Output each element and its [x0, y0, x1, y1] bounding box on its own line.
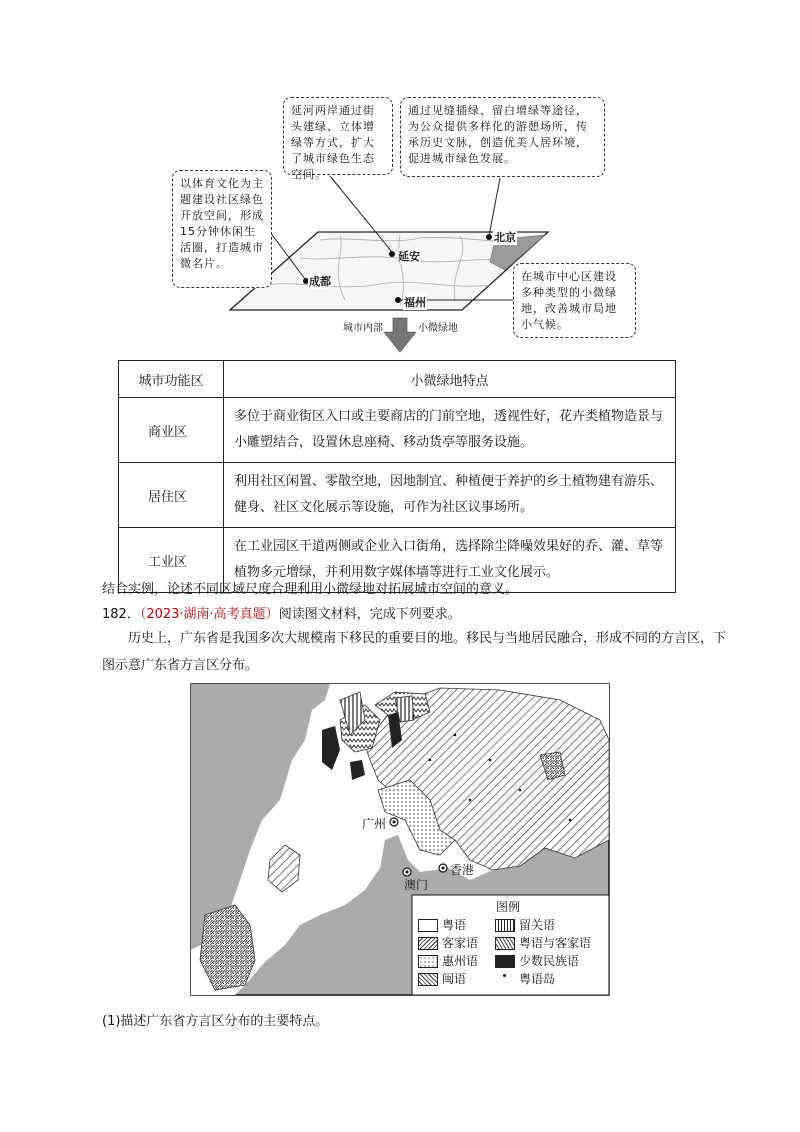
- zone-cell: 工业区: [119, 528, 224, 593]
- sub-question-1: (1)描述广东省方言区分布的主要特点。: [102, 1014, 329, 1029]
- arrow-label-inner-city: 城市内部: [343, 323, 383, 334]
- swatch-liuguan: [495, 919, 515, 932]
- map-label-hongkong: 香港: [450, 863, 475, 877]
- cantonese-island-dot-icon: [503, 974, 506, 977]
- legend-min: 闽语: [442, 972, 467, 986]
- callout-beijing: 通过见缝插绿、留白增绿等途径，为公众提供多样化的游憩场所，传承历史文脉，创造优美人居环境，促进城市绿色发展。: [400, 97, 605, 177]
- legend-huizhou: 惠州语: [442, 954, 479, 968]
- legend-minority: 少数民族语: [519, 954, 580, 968]
- callout-fuzhou: 在城市中心区建设多种类型的小微绿地，改善城市局地小气候。: [513, 263, 636, 338]
- callout-chengdu: 以体育文化为主题建设社区绿色开放空间，形成15分钟休闲生活圈，打造城市微名片。: [172, 170, 272, 288]
- swatch-cantonese: [418, 919, 438, 932]
- table-header-row: [119, 361, 676, 398]
- table-row: [119, 463, 676, 528]
- down-arrow: [384, 318, 416, 352]
- callout-yanan: 延河两岸通过街头建绿、立体增绿等方式，扩大了城市绿色生态空间。: [283, 97, 393, 175]
- question-number: 182．: [102, 607, 140, 622]
- swatch-huizhou: [418, 955, 438, 968]
- feature-cell: 利用社区闲置、零散空地，因地制宜、种植便于养护的乡土植物建有游乐、健身、社区文化展示等设施，可作为社区议事场所。: [224, 463, 676, 528]
- map-label-macau: 澳门: [404, 878, 429, 892]
- table-header-zone: 城市功能区: [119, 361, 224, 398]
- legend-cantonese-hakka: 粤语与客家语: [519, 936, 592, 950]
- question-intro: 阅读图文材料，完成下列要求。: [278, 607, 461, 622]
- material-paragraph: 历史上，广东省是我国多次大规模南下移民的重要目的地。移民与当地居民融合，形成不同的方言区，下图示意广东省方言区分布。: [102, 631, 727, 673]
- legend-title: 图例: [496, 900, 521, 914]
- zone-cell: 居住区: [119, 463, 224, 528]
- swatch-minority: [495, 955, 515, 968]
- question-source-tag: （2023·湖南·高考真题）: [139, 607, 279, 622]
- legend-hakka: 客家语: [442, 936, 479, 950]
- legend-liuguan: 留关语: [519, 918, 556, 932]
- arrow-label-green-space: 小微绿地: [418, 323, 458, 334]
- city-label-beijing: 北京: [494, 231, 516, 244]
- legend-cantonese-island: 粤语岛: [519, 972, 556, 986]
- legend-cantonese: 粤语: [442, 918, 467, 932]
- previous-question: 结合实例，论述不同区域尺度合理利用小微绿地对拓展城市空间的意义。: [102, 582, 519, 597]
- city-label-fuzhou: 福州: [404, 296, 426, 309]
- question-header: [102, 603, 461, 622]
- city-label-yanan: 延安: [398, 250, 420, 263]
- swatch-hakka: [418, 937, 438, 950]
- swatch-min: [418, 973, 438, 986]
- zone-cell: 商业区: [119, 398, 224, 463]
- map-label-guangzhou: 广州: [362, 817, 387, 831]
- city-label-chengdu: 成都: [309, 275, 331, 288]
- swatch-cantonese-hakka: [495, 937, 515, 950]
- feature-cell: 多位于商业街区入口或主要商店的门前空地，透视性好，花卉类植物造景与小雕塑结合，设置休息座椅、移动货亭等服务设施。: [224, 398, 676, 463]
- table-header-features: 小微绿地特点: [224, 361, 676, 398]
- feature-cell: 在工业园区干道两侧或企业入口街角，选择除尘降噪效果好的乔、灌、草等植物多元增绿，并利用数字媒体墙等进行工业文化展示。: [224, 528, 676, 593]
- green-space-table: [118, 360, 676, 593]
- table-row: [119, 398, 676, 463]
